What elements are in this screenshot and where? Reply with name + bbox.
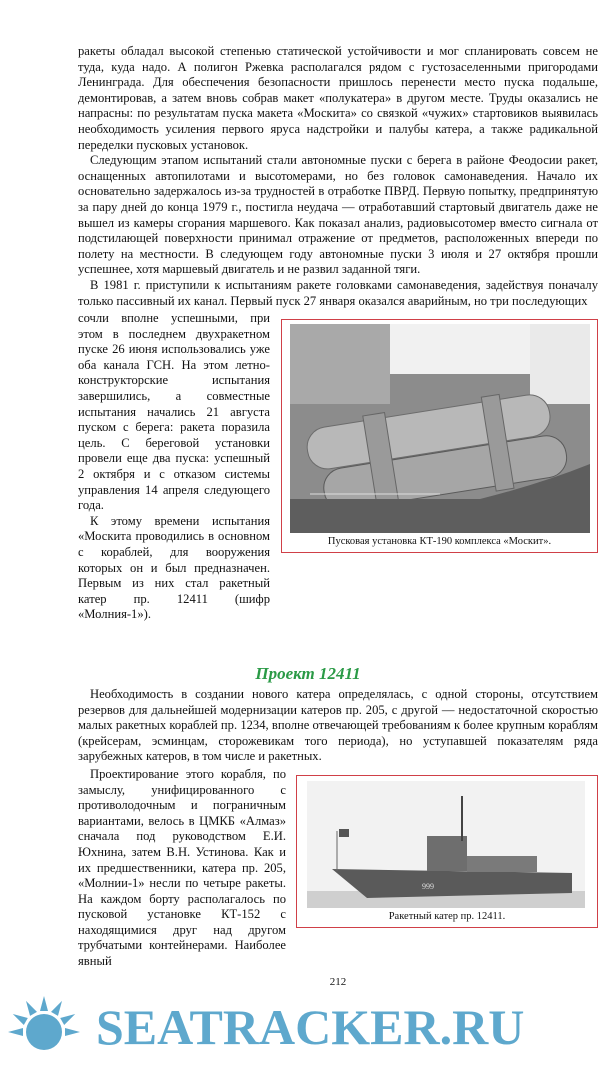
section-heading: Проект 12411 [255,663,361,683]
top-text [78,44,598,309]
figure-caption: Ракетный катер пр. 12411. [388,910,506,922]
section-text [78,687,598,765]
paragraph: Следующим этапом испытаний стали автономные пуски с берега в районе Феодосии ракет, оснащенных автопилотами и высотомерами, но без головок самонаведения. Начало их основательно задержалось из-за трудностей в отработке ПВРД. Первую попытку, предпринятую за пару дней до конца 1979 г., постигла неудача — отработавший стартовый двигатель даже не вышел из камеры сгорания маршевого. Как показал анализ, радиовысотомер вместо сигнала от подстилающей поверхности принимал отражение от предметов, расположенных впереди по полету на местности. В следующем году автономные пуски 3 июля и 27 октября прошли успешнее, хотя маршевый двигатель и не развил заданной тяги. [78,153,598,277]
paragraph: К этому времени испытания «Москита проводились в основном с кораблей, для вооружения которых он и был предназначен. Первым из них стал ракетный катер пр. 12411 (шифр «Молния-1»). [78,513,270,622]
figure-launcher [281,319,598,553]
paragraph: В 1981 г. приступили к испытаниям ракете головками самонаведения, задействуя поначалу только пассивный их канал. Первый пуск 27 января оказался аварийным, но три последующих [78,277,598,308]
launcher-photo [290,324,590,533]
figure-caption: Пусковая установка КТ-190 комплекса «Москит». [327,536,552,548]
boat-photo [307,781,585,908]
paragraph: Необходимость в создании нового катера определялась, с одной стороны, отсутствием резервов для дальнейшей модернизации катеров пр. 205, с другой — недостаточной скоростью малых ракетных кораблей пр. 1234, вполне отвечающей требованиям к более крупным кораблям (крейсерам, эсминцам, сторожевикам того периода), но уступавшей показателям ряда зарубежных катеров, в том числе и ракетных. [78,686,598,764]
paragraph: сочли вполне успешными, при этом в последнем двухракетном пуске 26 июня использовались уже оба канала ГСН. На этом летно-конструкторские испытания завершились, а совместные испытания начались 21 августа пуском с берега: ракета поразила цель. С береговой установки провели еще два пуска: успешный 2 октября и с отказом системы управления 14 апреля следующего года. [78,311,270,513]
left-column-text-2 [78,767,286,970]
paragraph: Проектирование этого корабля, по замыслу, унифицированного с противолодочным и пограничным вариантами, велось в ЦМКБ «Алмаз» сначала под руководством Е.И. Юхнина, затем В.Н. Устинова. Как и их предшественники, катера пр. 205, «Молнии-1» несли по четыре ракеты. На каждом борту располагалось по пусковой установке КТ-152 с находящимися друг над другом трубчатыми контейнерами. Наиболее явный [78,766,286,969]
left-column-text [78,311,270,623]
launcher-row [78,311,598,623]
boat-row [78,767,598,970]
hull-number: 999 [422,881,434,891]
page-number: 212 [329,975,347,988]
paragraph: ракеты обладал высокой степенью статической устойчивости и мог спланировать совсем не туда, куда надо. А полигон Ржевка располагался рядом с густозаселенными пригородами Ленинграда. Для обеспечения безопасности пришлось перенести место пуска подальше, демонтировав, а затем вновь собрав макет «полукатера» в другом месте. Труды оказались не напрасны: по результатам пуска макета «Москита» со связкой «чужих» стартовиков выявилась необходимость усиления первого яруса надстройки и палубы катера, а также радикальной переделки пусковых установок. [78,44,598,152]
watermark-row [0,992,616,1062]
sun-logo-icon [0,992,96,1062]
watermark: SEATRACKER.RU [96,998,525,1055]
